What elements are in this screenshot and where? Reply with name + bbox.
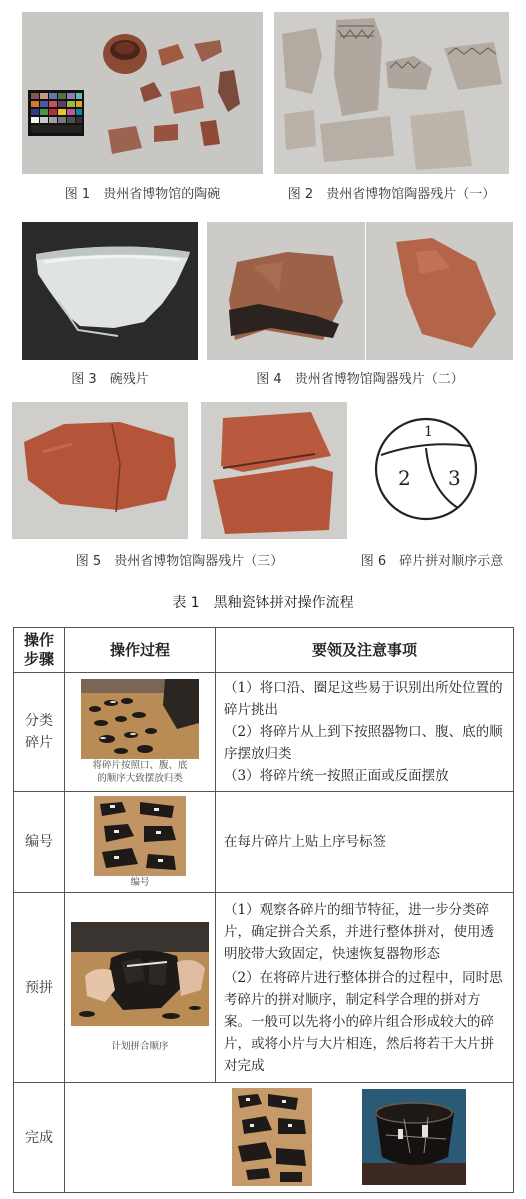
note-item: （1）将口沿、圈足这些易于识别出所处位置的碎片挑出: [224, 680, 503, 718]
operation-table: [13, 627, 514, 1193]
step-cell: 完成: [14, 1083, 65, 1193]
process-photo: [81, 679, 199, 759]
notes-cell: [216, 893, 514, 1083]
figure-1-photo: [22, 12, 263, 174]
header-step: 操作 步骤: [14, 628, 65, 673]
note-item: 在每片碎片上贴上序号标签: [224, 834, 386, 850]
diagram-label-1: 1: [424, 424, 433, 440]
step-cell: 编号: [14, 792, 65, 893]
notes-cell: [216, 792, 514, 893]
note-item: （2）在将碎片进行整体拼合的过程中，同时思考碎片的拼对顺序，制定科学合理的拼对方案。一般可以先将小的碎片组合形成较大的碎片，或将小片与大片相连，然后将若干大片拼对完成: [224, 969, 503, 1074]
note-item: （2）将碎片从上到下按照器物口、腹、底的顺序摆放归类: [224, 724, 503, 762]
figure-5-photo-b: [201, 402, 347, 539]
process-cell: [65, 792, 216, 893]
figure-2-caption: 图 2 贵州省博物馆陶器残片（一）: [287, 187, 496, 202]
figure-5-photo-a: [12, 402, 188, 539]
note-item: （1）观察各碎片的细节特征，进一步分类碎片，确定拼合关系，并进行整体拼对，使用透明胶带大致固定，快速恢复器物形态: [224, 901, 494, 962]
figure-3-photo: [22, 222, 198, 360]
figure-4-caption: 图 4 贵州省博物馆陶器残片（二）: [256, 372, 464, 387]
figure-6-caption: 图 6 碎片拼对顺序示意: [360, 554, 504, 569]
figure-4-photo-b: [366, 222, 513, 360]
process-caption: 计划拼合顺序: [111, 1041, 169, 1052]
completion-photo-bowl: [362, 1089, 466, 1185]
process-cell: [65, 673, 216, 792]
process-photo: [71, 922, 209, 1026]
figure-5-caption: 图 5 贵州省博物馆陶器残片（三）: [75, 554, 284, 569]
completion-cell: [65, 1083, 514, 1193]
figure-3-caption: 图 3 碗残片: [71, 372, 149, 387]
notes-cell: [216, 673, 514, 792]
table-row: [14, 893, 514, 1083]
figure-4-photo-a: [207, 222, 365, 360]
step-cell: 分类 碎片: [14, 673, 65, 792]
step-cell: 预拼: [14, 893, 65, 1083]
diagram-label-2: 2: [398, 466, 411, 490]
table-row: [14, 1083, 514, 1193]
table-title: 表 1 黑釉瓷钵拼对操作流程: [172, 595, 354, 611]
table-row: [14, 792, 514, 893]
process-photo: [94, 796, 186, 876]
process-caption: 编号: [130, 876, 150, 888]
process-caption: 将碎片按照口、腹、底 的顺序大致摆放归类: [92, 760, 188, 784]
diagram-label-3: 3: [448, 466, 461, 490]
figure-1-caption: 图 1 贵州省博物馆的陶碗: [64, 187, 221, 202]
header-process: 操作过程: [65, 628, 216, 673]
table-row: [14, 673, 514, 792]
process-cell: [65, 893, 216, 1083]
header-notes: 要领及注意事项: [216, 628, 514, 673]
figure-2-photo: [274, 12, 509, 174]
table-header-row: [14, 628, 514, 673]
note-item: （3）将碎片统一按照正面或反面摆放: [224, 768, 449, 784]
completion-photo-pieces: [232, 1088, 312, 1186]
